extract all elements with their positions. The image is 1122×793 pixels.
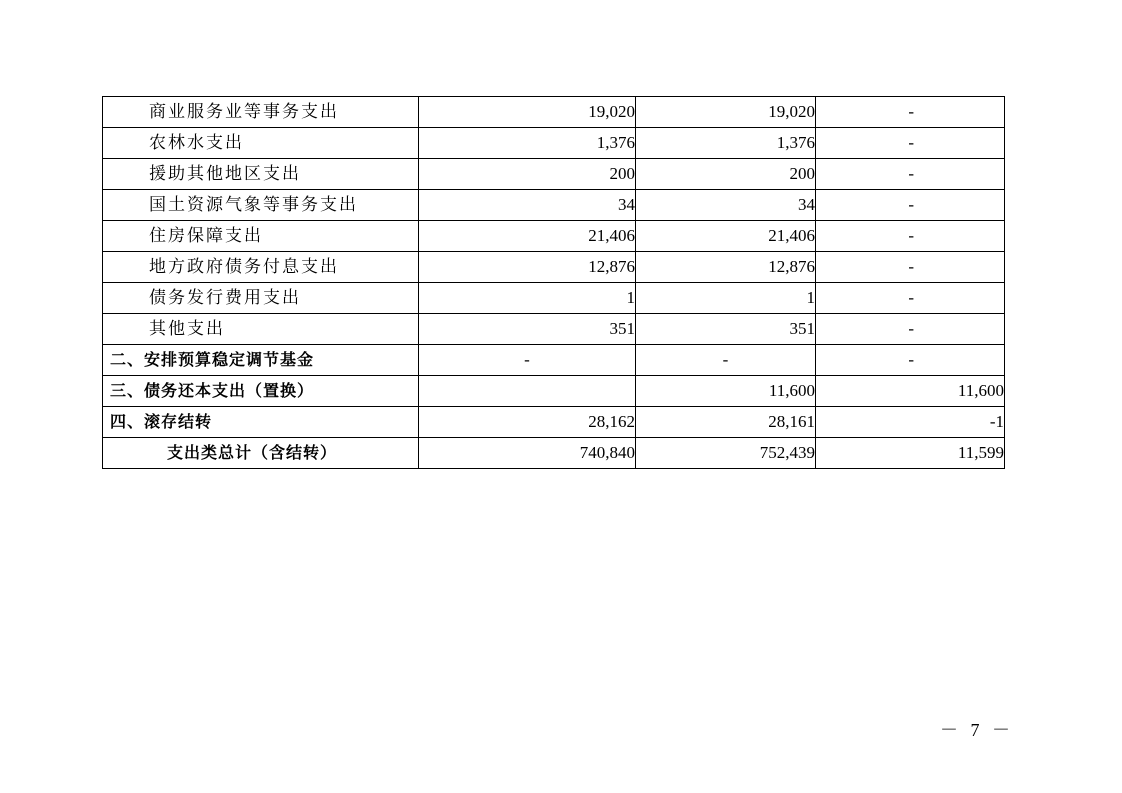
row-label: 支出类总计（含结转）: [103, 438, 419, 469]
cell-value-1: 351: [419, 314, 636, 345]
cell-value-3: -: [816, 283, 1005, 314]
cell-value-1: 19,020: [419, 97, 636, 128]
cell-value-3: -: [816, 190, 1005, 221]
table-row: [103, 345, 1005, 376]
row-label: 援助其他地区支出: [103, 159, 419, 190]
expenditure-table: [102, 96, 1005, 469]
table-row: [103, 252, 1005, 283]
cell-value-2: 1: [636, 283, 816, 314]
row-label: 商业服务业等事务支出: [103, 97, 419, 128]
table-row: [103, 97, 1005, 128]
cell-value-2: 752,439: [636, 438, 816, 469]
table-row: [103, 283, 1005, 314]
cell-value-3: -: [816, 345, 1005, 376]
row-label: 其他支出: [103, 314, 419, 345]
cell-value-3: -: [816, 314, 1005, 345]
cell-value-2: 34: [636, 190, 816, 221]
table-row: [103, 159, 1005, 190]
cell-value-2: 12,876: [636, 252, 816, 283]
cell-value-3: -: [816, 252, 1005, 283]
cell-value-2: 21,406: [636, 221, 816, 252]
row-label: 四、滚存结转: [103, 407, 419, 438]
budget-table-container: [102, 96, 1005, 469]
cell-value-2: 351: [636, 314, 816, 345]
table-row: [103, 314, 1005, 345]
page-number: － 7 －: [940, 720, 1014, 740]
cell-value-1: 1: [419, 283, 636, 314]
table-row-total: [103, 438, 1005, 469]
table-row: [103, 190, 1005, 221]
row-label: 农林水支出: [103, 128, 419, 159]
table-row: [103, 376, 1005, 407]
table-row: [103, 407, 1005, 438]
cell-value-3: 11,599: [816, 438, 1005, 469]
cell-value-3: -: [816, 221, 1005, 252]
row-label: 国土资源气象等事务支出: [103, 190, 419, 221]
cell-value-2: 11,600: [636, 376, 816, 407]
row-label: 地方政府债务付息支出: [103, 252, 419, 283]
cell-value-2: -: [636, 345, 816, 376]
cell-value-1: 12,876: [419, 252, 636, 283]
cell-value-3: 11,600: [816, 376, 1005, 407]
cell-value-1: 21,406: [419, 221, 636, 252]
cell-value-3: -: [816, 159, 1005, 190]
cell-value-2: 200: [636, 159, 816, 190]
cell-value-3: -: [816, 97, 1005, 128]
cell-value-3: -1: [816, 407, 1005, 438]
cell-value-2: 1,376: [636, 128, 816, 159]
cell-value-1: 28,162: [419, 407, 636, 438]
cell-value-1: 34: [419, 190, 636, 221]
cell-value-1: [419, 376, 636, 407]
row-label: 三、债务还本支出（置换）: [103, 376, 419, 407]
row-label: 债务发行费用支出: [103, 283, 419, 314]
row-label: 住房保障支出: [103, 221, 419, 252]
table-row: [103, 221, 1005, 252]
cell-value-2: 19,020: [636, 97, 816, 128]
row-label: 二、安排预算稳定调节基金: [103, 345, 419, 376]
cell-value-2: 28,161: [636, 407, 816, 438]
cell-value-1: 200: [419, 159, 636, 190]
table-row: [103, 128, 1005, 159]
cell-value-1: 740,840: [419, 438, 636, 469]
cell-value-1: 1,376: [419, 128, 636, 159]
cell-value-3: -: [816, 128, 1005, 159]
cell-value-1: -: [419, 345, 636, 376]
